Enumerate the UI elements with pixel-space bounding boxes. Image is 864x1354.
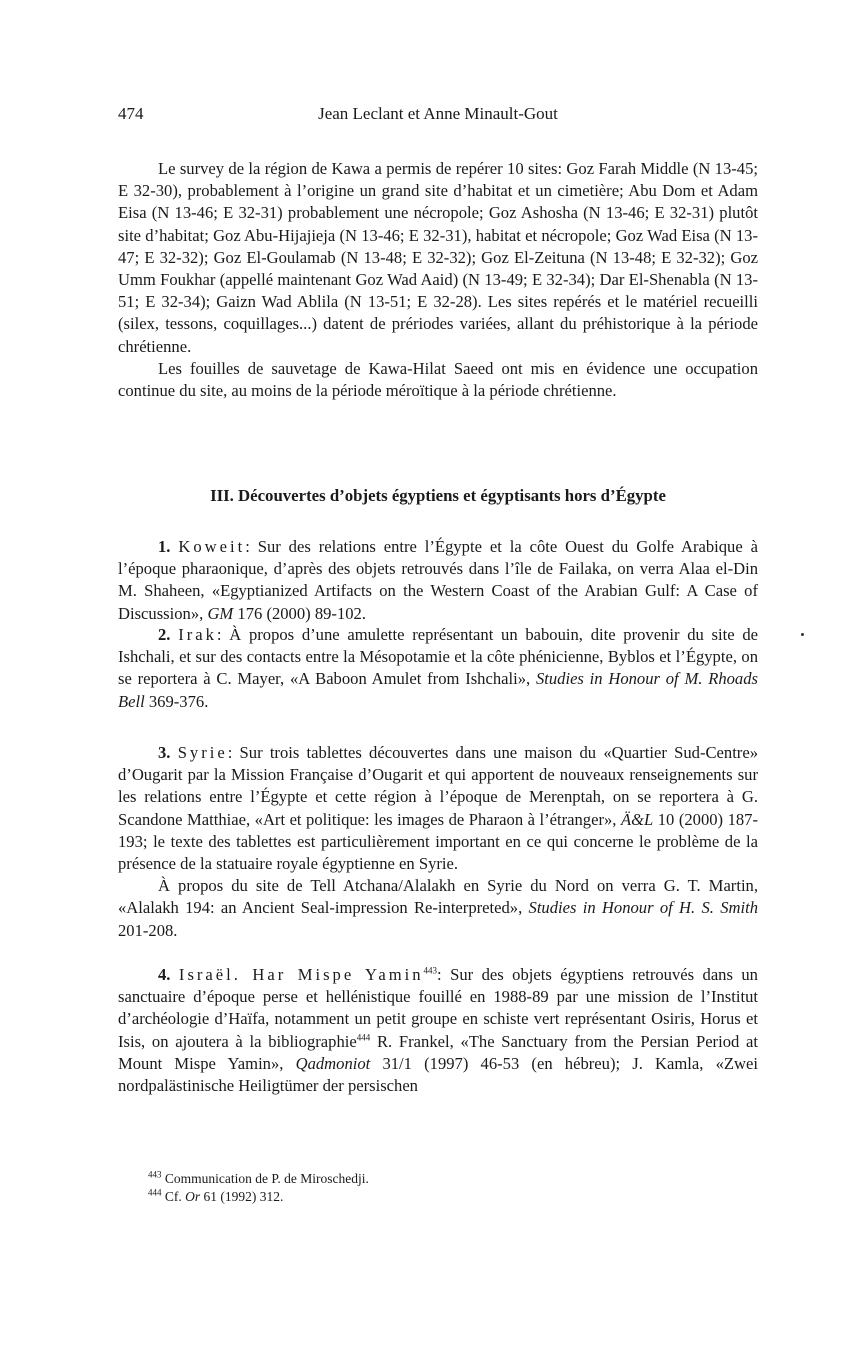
entry-number: 4. <box>158 965 171 984</box>
entry-text: 31/1 (1997) 46-53 (en hébreu); J. Kamla, «Zwei nordpalästinische Heiligtümer der persischen <box>118 1053 758 1096</box>
entry-paragraph <box>118 964 758 1097</box>
entry-koweit <box>118 536 758 625</box>
running-title: Jean Leclant et Anne Minault-Gout <box>318 104 558 123</box>
footnote-ref: 444 <box>356 1032 371 1043</box>
footnote-444 <box>148 1188 369 1206</box>
entry-paragraph-2 <box>118 875 758 942</box>
intro-paragraph-2: Les fouilles de sauvetage de Kawa-Hilat Saeed ont mis en évidence une occupation continue du site, au moins de la période méroïtique à la période chrétienne. <box>118 358 758 401</box>
journal-title: Qadmoniot <box>295 1053 371 1073</box>
footnotes <box>148 1170 369 1206</box>
page-header <box>118 104 758 128</box>
footnote-443 <box>148 1170 369 1188</box>
entry-text: R. Frankel, «The Sanctuary from the Persian Period at Mount Mispe Yamin», <box>118 1031 758 1073</box>
entry-number: 1. <box>158 537 171 556</box>
footnote-text: Cf. <box>161 1189 186 1204</box>
footnote-text: 61 (1992) 312. <box>200 1189 284 1204</box>
entry-paragraph <box>118 624 758 713</box>
entry-text: 201-208. <box>118 920 178 940</box>
intro-paragraph-1: Le survey de la région de Kawa a permis de repérer 10 sites: Goz Farah Middle (N 13-45; E 32-30), probablement à l’origine un grand site d’habitat et un cimetière; Abu Dom et Adam Eisa (N 13-46; E 32-31) probablement une nécropole; Goz Ashosha (N 13-46; E 32-31) plutôt site d’habitat; Goz Abu-Hijajieja (N 13-46; E 32-31), habitat et nécropole; Goz Wad Eisa (N 13-47; E 32-32); Goz El-Goulamab (N 13-48; E 32-32); Goz El-Zeituna (N 13-48; E 32-32); Goz Umm Foukhar (appellé maintenant Goz Wad Aaid) (N 13-49; E 32-34); Dar El-Shenabla (N 13-51; E 32-34); Gaizn Wad Ablila (N 13-51; E 32-28). Les sites repérés et le matériel recueilli (silex, tessons, coquillages...) datent de prériodes variées, allant du préhistorique à la période chrétienne. <box>118 159 758 356</box>
entry-country: Israël. Har Mispe Yamin <box>178 965 424 984</box>
entry-text: : Sur des objets égyptiens retrouvés dans un sanctuaire d’époque perse et hellénistique fouillé en 1988-89 par une mission de l’Institut d’archéologie d’Haïfa, notamment un petit groupe en schiste vert représentant Osiris, Horus et Isis, on ajoutera à la bibliographie <box>118 965 758 1051</box>
journal-title: Ä&L <box>620 809 654 829</box>
footnote-text: Communication de P. de Miroschedji. <box>161 1171 369 1186</box>
entry-text: 369-376. <box>144 691 209 711</box>
entry-text: 176 (2000) 89-102. <box>233 603 366 623</box>
journal-title: Studies in Honour of H. S. Smith <box>528 898 758 918</box>
entry-text: 10 (2000) 187-193; le texte des tablettes est particulièrement important en ce qui concerne le problème de la présence de la statuaire royale égyptienne en Syrie. <box>118 809 758 874</box>
entry-text: : Sur des relations entre l’Égypte et la côte Ouest du Golfe Arabique à l’époque pharaonique, d’après des objets retrouvés dans l’île de Failaka, on verra Alaa el-Din M. Shaheen, «Egyptianized Artifacts on the Western Coast of the Arabian Gulf: A Case of Discussion», <box>118 537 758 623</box>
journal-title: GM <box>207 603 234 623</box>
entry-country: Syrie <box>177 743 228 762</box>
entry-country: Koweit <box>178 537 246 556</box>
entry-syrie <box>118 742 758 942</box>
entry-text: : À propos d’une amulette représentant un babouin, dite provenir du site de Ishchali, et sur des contacts entre la Mésopotamie et la côte phénicienne, Byblos et l’Égypte, on se reportera à C. Mayer, «A Baboon Amulet from Ishchali», <box>118 625 758 689</box>
margin-mark <box>801 633 804 636</box>
entry-text: : Sur trois tablettes découvertes dans une maison du «Quartier Sud-Centre» d’Ougarit par la Mission Française d’Ougarit et qui apportent de nouveaux renseignements sur les relations entre l’Égypte et cette région à l’époque de Merenptah, on se reportera à G. Scandone Matthiae, «Art et politique: les images de Pharaon à l’étranger», <box>118 743 758 829</box>
entry-irak <box>118 624 758 713</box>
footnote-mark: 444 <box>148 1187 162 1198</box>
entry-country: Irak <box>178 625 217 644</box>
entry-paragraph <box>118 742 758 875</box>
footnote-mark: 443 <box>148 1169 162 1180</box>
entry-israel <box>118 964 758 1097</box>
entry-paragraph <box>118 536 758 625</box>
page-number: 474 <box>118 104 144 123</box>
entry-number: 2. <box>158 625 171 644</box>
journal-title: Studies in Honour of M. Rhoads Bell <box>118 669 758 711</box>
entry-number: 3. <box>158 743 171 762</box>
intro-text <box>118 158 758 402</box>
section-heading: III. Découvertes d’objets égyptiens et égyptisants hors d’Égypte <box>210 486 666 505</box>
footnote-ref: 443 <box>423 965 438 976</box>
journal-title: Or <box>185 1189 201 1204</box>
entry-text: À propos du site de Tell Atchana/Alalakh en Syrie du Nord on verra G. T. Martin, «Alalakh 194: an Ancient Seal-impression Re-interpreted», <box>118 876 758 918</box>
